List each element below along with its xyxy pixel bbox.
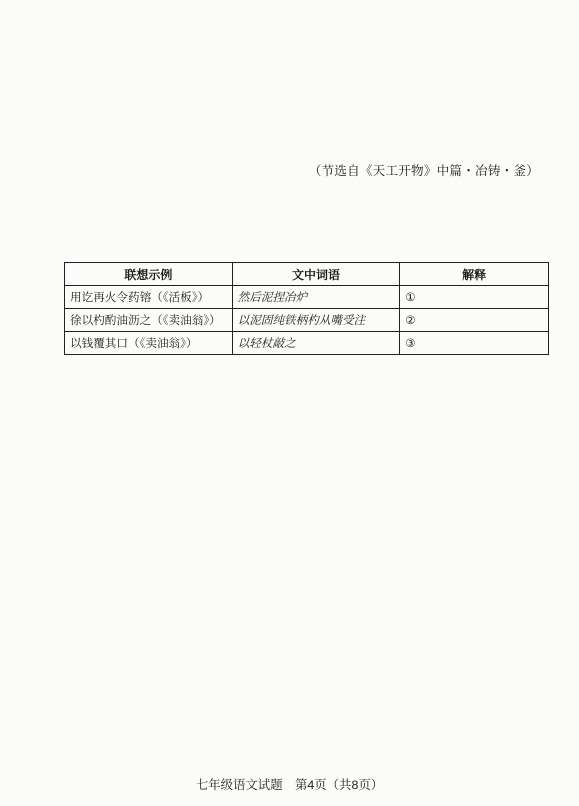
table-cell: 徐以杓酌油沥之（《卖油翁》） (65, 309, 233, 332)
table-header: 文中词语 (232, 263, 400, 286)
answer-cell[interactable]: ③ (400, 332, 549, 355)
table-header-row (65, 263, 549, 286)
table-row (65, 332, 549, 355)
table-row (65, 309, 549, 332)
answer-cell[interactable]: ② (400, 309, 549, 332)
passage-source: （节选自《天工开物》中篇・冶铸・釜） (308, 164, 539, 178)
table-cell: 以泥固纯铁柄杓从嘴受注 (232, 309, 400, 332)
table-header: 解释 (400, 263, 549, 286)
table-header: 联想示例 (65, 263, 233, 286)
vocab-table (64, 262, 549, 355)
table-cell: 然后泥捏冶炉 (232, 286, 400, 309)
answer-cell[interactable]: ① (400, 286, 549, 309)
page-footer: 七年级语文试题 第4页（共8页） (195, 778, 384, 792)
table-cell: 以轻杖敲之 (232, 332, 400, 355)
table-row (65, 286, 549, 309)
table-cell: 以钱覆其口（《卖油翁》） (65, 332, 233, 355)
table-cell: 用讫再火令药镕（《活板》） (65, 286, 233, 309)
